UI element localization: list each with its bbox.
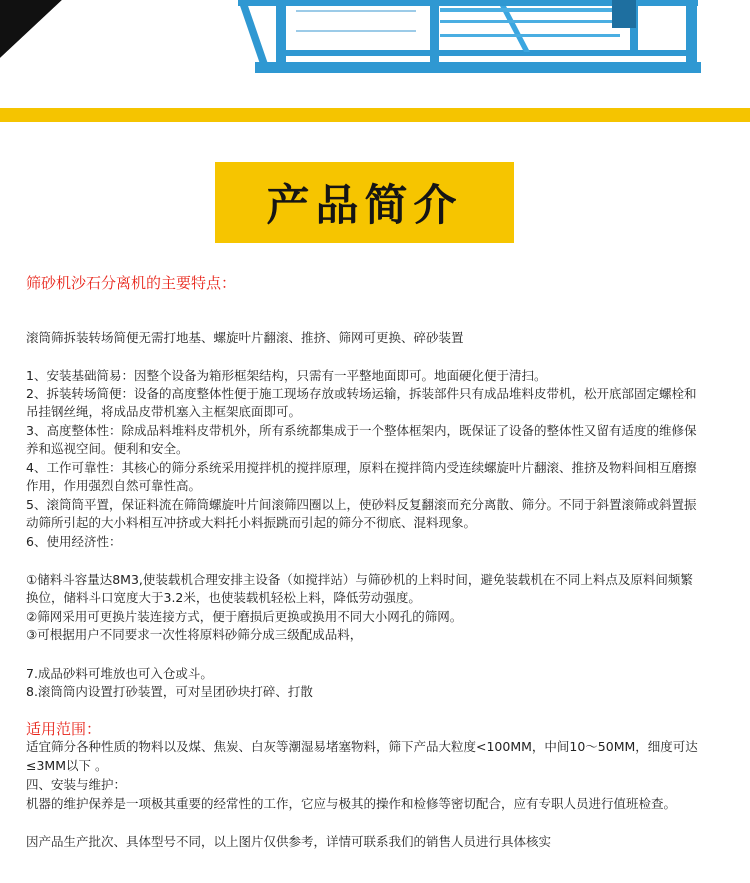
feature-line: 6、使用经济性：: [26, 534, 122, 549]
economy-line: 换位，储料斗口宽度大于3.2米，也使装载机轻松上料，降低劳动强度。: [26, 590, 421, 605]
economy-line: ③可根据用户不同要求一次性将原料砂筛分成三级配成品料，: [26, 627, 363, 642]
feature-line: 3、高度整体性：除成品料堆料皮带机外，所有系统都集成于一个整体框架内，既保证了设备的整体性又留有适度的维修保: [26, 423, 697, 438]
maintenance-line: 机器的维护保养是一项极其重要的经常性的工作，它应与极其的操作和检修等密切配合，应有专职人员进行值班检查。: [26, 796, 677, 811]
scope-line: 适宜筛分各种性质的物料以及煤、焦炭、白灰等潮湿易堵塞物料，筛下产品大粒度<100MM，中间10～50MM，细度可达: [26, 739, 698, 754]
feature-line: 5、滚筒筒平置，保证料流在筛筒螺旋叶片间滚筛四圈以上，使砂料反复翻滚而充分离散、筛分。不同于斜置滚筛或斜置振: [26, 497, 697, 512]
maintenance-heading: 四、安装与维护：: [26, 777, 127, 792]
feature-line: 动筛所引起的大小料相互冲挤或大料托小料振跳而引起的筛分不彻底、混料现象。: [26, 515, 477, 530]
blue-steel-frame-machine-photo: [0, 0, 750, 108]
hero-machine-photo: [0, 0, 750, 108]
economy-line: ①储料斗容量达8M3,使装载机合理安排主设备（如搅拌站）与筛砂机的上料时间，避免装载机在不同上料点及原料间频繁: [26, 572, 693, 587]
page-title: 产品简介: [266, 181, 463, 231]
feature-line: 作用，作用强烈自然可靠性高。: [26, 478, 202, 493]
feature-line: 4、工作可靠性：其核心的筛分系统采用搅拌机的搅拌原理，原料在搅拌筒内受连续螺旋叶片翻滚、推挤及物料间相互磨擦: [26, 460, 697, 475]
feature-line: 养和巡视空间。便利和安全。: [26, 441, 189, 456]
yellow-divider-band: [0, 108, 750, 122]
footer-note: 因产品生产批次、具体型号不同，以上图片仅供参考，详情可联系我们的销售人员进行具体核实: [26, 834, 552, 849]
economy-line: ②筛网采用可更换片装连接方式，便于磨损后更换或换用不同大小网孔的筛网。: [26, 609, 463, 624]
scope-heading: 适用范围：: [26, 720, 102, 738]
extra-line: 8.滚筒筒内设置打砂装置，可对呈团砂块打碎、打散: [26, 684, 313, 699]
scope-line: ≤3MM以下 。: [26, 758, 108, 773]
feature-line: 2、拆装转场简便：设备的高度整体性便于施工现场存放或转场运输，拆装部件只有成品堆料皮带机，松开底部固定螺栓和: [26, 386, 697, 401]
intro-line: 滚筒筛拆装转场简便无需打地基、螺旋叶片翻滚、推挤、筛网可更换、碎砂装置: [26, 330, 464, 345]
extra-line: 7.成品砂料可堆放也可入仓或斗。: [26, 666, 213, 681]
features-heading: 筛砂机沙石分离机的主要特点：: [26, 274, 237, 292]
title-banner: [215, 162, 514, 243]
feature-line: 1、安装基础简易：因整个设备为箱形框架结构，只需有一平整地面即可。地面硬化便于清扫。: [26, 368, 547, 383]
feature-line: 吊挂钢丝绳，将成品皮带机塞入主框架底面即可。: [26, 404, 302, 419]
